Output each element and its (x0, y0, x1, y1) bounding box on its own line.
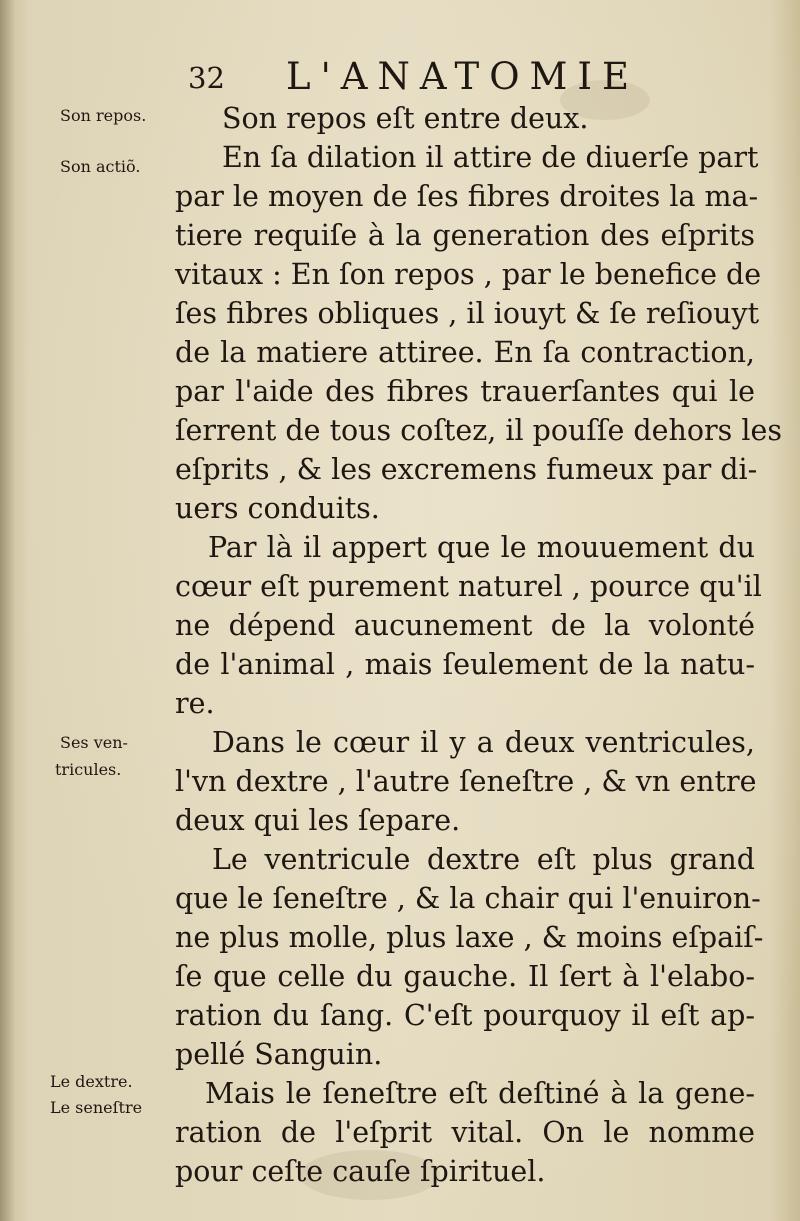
text-line: En ſa dilation il attire de diuerſe part (222, 141, 759, 174)
text-line: deux qui les ſepare. (175, 804, 461, 837)
page-number: 32 (188, 61, 225, 95)
text-line: Le ventricule dextre eſt plus grand (212, 843, 755, 876)
text-line: pour ceſte cauſe ſpirituel. (175, 1155, 546, 1188)
text-line: ſes fibres obliques , il iouyt & ſe reſiouyt (175, 297, 760, 330)
text-line: par l'aide des fibres trauerſantes qui le (175, 375, 755, 408)
text-line: re. (175, 687, 215, 720)
margin-note: Le dextre. (50, 1072, 133, 1091)
text-line: tiere requiſe à la generation des eſprits (175, 219, 755, 252)
page-gutter-edge (0, 0, 14, 1221)
text-line: par le moyen de ſes fibres droites la ma- (175, 180, 759, 213)
text-line: Par là il appert que le mouuement du (208, 531, 755, 564)
text-line: Son repos eſt entre deux. (222, 102, 589, 135)
text-line: uers conduits. (175, 492, 380, 525)
margin-note: Son repos. (60, 106, 147, 125)
text-line: que le ſeneſtre , & la chair qui l'enuiron- (175, 882, 761, 915)
running-head (188, 50, 658, 100)
text-line: cœur eſt purement naturel , pource qu'il (175, 570, 762, 603)
text-line: de l'animal , mais ſeulement de la natu- (175, 648, 755, 681)
text-line: vitaux : En ſon repos , par le benefice de (175, 258, 762, 291)
text-line: ration du ſang. C'eſt pourquoy il eſt ap- (175, 999, 755, 1032)
text-line: l'vn dextre , l'autre ſeneſtre , & vn entre (175, 765, 757, 798)
text-line: ſe que celle du gauche. Il ſert à l'elabo- (175, 960, 755, 993)
text-line: Dans le cœur il y a deux ventricules, (212, 726, 755, 759)
margin-note: Ses ven- (60, 733, 128, 752)
text-line: pellé Sanguin. (175, 1038, 383, 1071)
margin-note: Le seneſtre (50, 1098, 143, 1117)
margin-note: Son actiõ. (60, 157, 141, 176)
text-line: ſerrent de tous coſtez, il pouſſe dehors les (175, 414, 782, 447)
text-line: ne dépend aucunement de la volonté (175, 609, 755, 642)
margin-note: tricules. (55, 760, 122, 779)
running-title: L'ANATOMIE (286, 55, 640, 98)
text-line: ne plus molle, plus laxe , & moins eſpaiſ- (175, 921, 764, 954)
text-line: Mais le ſeneſtre eſt deſtiné à la gene- (205, 1077, 755, 1110)
text-line: eſprits , & les excremens fumeux par di- (175, 453, 758, 486)
text-line: ration de l'eſprit vital. On le nomme (175, 1116, 755, 1149)
text-line: de la matiere attiree. En ſa contraction, (175, 336, 755, 369)
